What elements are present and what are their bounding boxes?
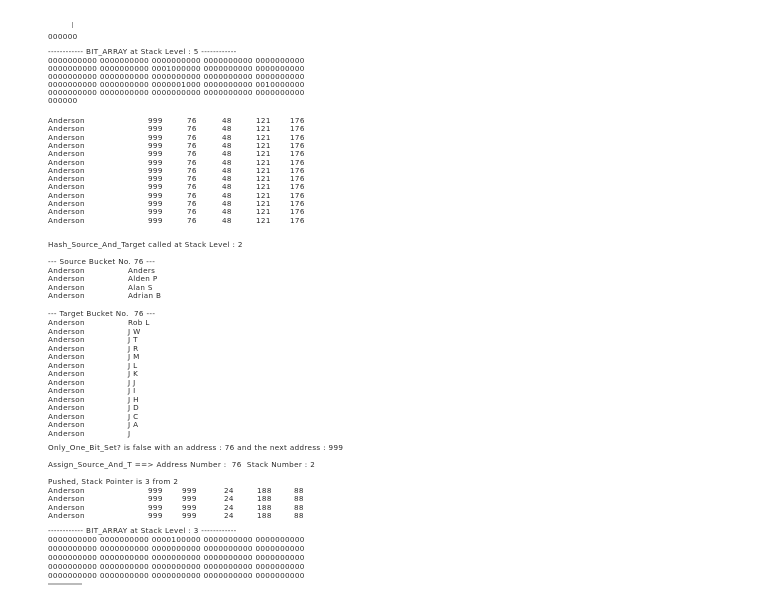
table-2-value-cell: 24 bbox=[224, 510, 234, 520]
table-1-name-cell: Anderson bbox=[48, 149, 85, 159]
table-1-value-cell: 121 bbox=[256, 174, 271, 184]
table-1-value-cell: 176 bbox=[290, 124, 305, 134]
table-2-value-cell: 188 bbox=[257, 502, 272, 512]
table-1-value-cell: 48 bbox=[222, 207, 232, 217]
table-1-name-cell: Anderson bbox=[48, 124, 85, 134]
table-1-name-cell: Anderson bbox=[48, 174, 85, 184]
table-1-value-cell: 48 bbox=[222, 215, 232, 225]
table-2-value-cell: 188 bbox=[257, 510, 272, 520]
target-bucket-entry: J M bbox=[128, 352, 140, 361]
table-1-value-cell: 48 bbox=[222, 140, 232, 150]
target-bucket-name: Anderson bbox=[48, 394, 85, 404]
table-1-name-cell: Anderson bbox=[48, 157, 85, 167]
table-1-value-cell: 48 bbox=[222, 157, 232, 167]
target-bucket-entry: Rob L bbox=[128, 318, 150, 327]
bit-array-3-header: ------------ BIT_ARRAY at Stack Level : 3 ------------ bbox=[48, 526, 237, 535]
table-1-value-cell: 76 bbox=[187, 140, 197, 150]
table-2-value-cell: 999 bbox=[148, 510, 163, 520]
target-bucket-entry: J A bbox=[128, 420, 139, 429]
table-1-value-cell: 76 bbox=[187, 149, 197, 159]
table-1-value-cell: 176 bbox=[290, 132, 305, 142]
table-1-value-cell: 176 bbox=[290, 207, 305, 217]
table-2-value-cell: 88 bbox=[294, 502, 304, 512]
table-1-value-cell: 121 bbox=[256, 182, 271, 192]
table-1-value-cell: 999 bbox=[148, 124, 163, 134]
target-bucket-header: --- Target Bucket No. 76 --- bbox=[48, 309, 156, 318]
target-bucket-entry: J H bbox=[128, 394, 139, 404]
table-1-value-cell: 176 bbox=[290, 174, 305, 184]
bit-array-3-row: 0000000000 0000000000 0000000000 0000000000 0000000000 bbox=[48, 553, 305, 562]
target-bucket-name: Anderson bbox=[48, 352, 85, 361]
table-2-name-cell: Anderson bbox=[48, 510, 85, 520]
table-1-name-cell: Anderson bbox=[48, 215, 85, 225]
table-1-name-cell: Anderson bbox=[48, 199, 85, 208]
table-1-value-cell: 48 bbox=[222, 116, 232, 125]
target-bucket-name: Anderson bbox=[48, 420, 85, 429]
table-2-value-cell: 24 bbox=[224, 486, 234, 495]
table-1-value-cell: 176 bbox=[290, 149, 305, 159]
table-1-value-cell: 999 bbox=[148, 182, 163, 192]
table-1-value-cell: 121 bbox=[256, 116, 271, 125]
table-1-value-cell: 121 bbox=[256, 157, 271, 167]
table-1-value-cell: 176 bbox=[290, 199, 305, 208]
table-2-value-cell: 999 bbox=[148, 502, 163, 512]
table-2-value-cell: 999 bbox=[148, 486, 163, 495]
table-2-name-cell: Anderson bbox=[48, 494, 85, 504]
table-2-name-cell: Anderson bbox=[48, 486, 85, 495]
target-bucket-name: Anderson bbox=[48, 335, 85, 344]
table-1-value-cell: 176 bbox=[290, 165, 305, 175]
table-2-value-cell: 88 bbox=[294, 486, 304, 495]
table-1-value-cell: 176 bbox=[290, 157, 305, 167]
target-bucket-entry: J W bbox=[128, 326, 141, 336]
pushed-message: Pushed, Stack Pointer is 3 from 2 bbox=[48, 477, 179, 486]
table-1-value-cell: 76 bbox=[187, 199, 197, 208]
target-bucket-name: Anderson bbox=[48, 411, 85, 421]
source-bucket-name: Anderson bbox=[48, 282, 85, 292]
target-bucket-name: Anderson bbox=[48, 343, 85, 353]
table-1-name-cell: Anderson bbox=[48, 207, 85, 217]
table-2-value-cell: 24 bbox=[224, 502, 234, 512]
bit-array-5-row: 0000000000 0000000000 0000000000 0000000000 0000000000 bbox=[48, 56, 305, 65]
table-2-value-cell: 999 bbox=[182, 486, 197, 495]
table-1-value-cell: 121 bbox=[256, 165, 271, 175]
table-2-value-cell: 88 bbox=[294, 510, 304, 520]
bit-array-5-row: 0000000000 0000000000 0000001000 0000000000 0010000000 bbox=[48, 80, 305, 89]
table-2-value-cell: 188 bbox=[257, 494, 272, 504]
table-1-value-cell: 121 bbox=[256, 215, 271, 225]
table-1-value-cell: 121 bbox=[256, 199, 271, 208]
table-1-value-cell: 999 bbox=[148, 174, 163, 184]
table-2-value-cell: 999 bbox=[182, 502, 197, 512]
table-2-name-cell: Anderson bbox=[48, 502, 85, 512]
table-1-value-cell: 999 bbox=[148, 149, 163, 159]
table-2-value-cell: 88 bbox=[294, 494, 304, 504]
table-1-value-cell: 176 bbox=[290, 116, 305, 125]
table-1-value-cell: 176 bbox=[290, 190, 305, 200]
scan-mark bbox=[72, 22, 73, 28]
target-bucket-name: Anderson bbox=[48, 318, 85, 327]
table-1-value-cell: 999 bbox=[148, 199, 163, 208]
table-1-name-cell: Anderson bbox=[48, 140, 85, 150]
table-2-value-cell: 999 bbox=[148, 494, 163, 504]
top-fragment: 000000 bbox=[48, 32, 78, 41]
table-1-value-cell: 121 bbox=[256, 149, 271, 159]
table-1-value-cell: 176 bbox=[290, 215, 305, 225]
table-1-name-cell: Anderson bbox=[48, 182, 85, 192]
bit-array-3-row: 0000000000 0000000000 0000000000 0000000000 0000000000 bbox=[48, 571, 305, 580]
target-bucket-entry: J T bbox=[128, 335, 138, 344]
table-1-value-cell: 76 bbox=[187, 215, 197, 225]
source-bucket-entry: Alan S bbox=[128, 282, 153, 292]
target-bucket-name: Anderson bbox=[48, 377, 85, 387]
table-1-value-cell: 76 bbox=[187, 157, 197, 167]
table-1-value-cell: 48 bbox=[222, 190, 232, 200]
table-1-value-cell: 176 bbox=[290, 182, 305, 192]
table-1-name-cell: Anderson bbox=[48, 165, 85, 175]
source-bucket-name: Anderson bbox=[48, 290, 85, 300]
table-1-value-cell: 999 bbox=[148, 165, 163, 175]
target-bucket-entry: J I bbox=[128, 386, 136, 395]
table-1-name-cell: Anderson bbox=[48, 132, 85, 142]
table-1-value-cell: 76 bbox=[187, 132, 197, 142]
table-1-value-cell: 176 bbox=[290, 140, 305, 150]
source-bucket-entry: Alden P bbox=[128, 274, 158, 284]
table-2-value-cell: 188 bbox=[257, 486, 272, 495]
table-1-value-cell: 76 bbox=[187, 207, 197, 217]
assign-message: Assign_Source_And_T ==> Address Number : 76 Stack Number : 2 bbox=[48, 460, 316, 469]
target-bucket-name: Anderson bbox=[48, 360, 85, 370]
source-bucket-name: Anderson bbox=[48, 266, 85, 275]
target-bucket-entry: J L bbox=[128, 360, 138, 370]
hash-message: Hash_Source_And_Target called at Stack Level : 2 bbox=[48, 240, 243, 249]
target-bucket-name: Anderson bbox=[48, 428, 85, 438]
source-bucket-entry: Adrian B bbox=[128, 290, 162, 300]
target-bucket-entry: J C bbox=[128, 411, 139, 421]
bit-array-5-header: ------------ BIT_ARRAY at Stack Level : 5 ------------ bbox=[48, 47, 237, 56]
table-1-value-cell: 999 bbox=[148, 132, 163, 142]
table-1-value-cell: 999 bbox=[148, 190, 163, 200]
table-1-value-cell: 48 bbox=[222, 165, 232, 175]
target-bucket-entry: J K bbox=[128, 369, 139, 378]
table-2-value-cell: 24 bbox=[224, 494, 234, 504]
table-1-value-cell: 48 bbox=[222, 124, 232, 134]
table-1-value-cell: 999 bbox=[148, 157, 163, 167]
table-1-value-cell: 999 bbox=[148, 140, 163, 150]
table-1-value-cell: 48 bbox=[222, 149, 232, 159]
bit-array-5-row: 0000000000 0000000000 0000000000 0000000000 0000000000 bbox=[48, 88, 305, 97]
target-bucket-entry: J J bbox=[128, 377, 136, 387]
table-1-value-cell: 121 bbox=[256, 140, 271, 150]
table-1-value-cell: 48 bbox=[222, 132, 232, 142]
bit-array-3-row: 0000000000 0000000000 0000000000 0000000000 0000000000 bbox=[48, 562, 305, 571]
target-bucket-name: Anderson bbox=[48, 369, 85, 378]
table-1-value-cell: 48 bbox=[222, 174, 232, 184]
table-2-value-cell: 999 bbox=[182, 510, 197, 520]
table-1-name-cell: Anderson bbox=[48, 190, 85, 200]
table-1-value-cell: 76 bbox=[187, 190, 197, 200]
source-bucket-name: Anderson bbox=[48, 274, 85, 284]
source-bucket-entry: Anders bbox=[128, 266, 156, 275]
bit-array-5-row: 000000 bbox=[48, 96, 78, 105]
table-1-name-cell: Anderson bbox=[48, 116, 85, 125]
bit-array-5-row: 0000000000 0000000000 0001000000 0000000000 0000000000 bbox=[48, 64, 305, 73]
table-1-value-cell: 76 bbox=[187, 174, 197, 184]
source-bucket-header: --- Source Bucket No. 76 --- bbox=[48, 257, 156, 266]
table-1-value-cell: 48 bbox=[222, 182, 232, 192]
table-1-value-cell: 76 bbox=[187, 116, 197, 125]
table-1-value-cell: 121 bbox=[256, 132, 271, 142]
target-bucket-entry: J D bbox=[128, 403, 139, 412]
table-1-value-cell: 999 bbox=[148, 116, 163, 125]
table-1-value-cell: 121 bbox=[256, 207, 271, 217]
table-1-value-cell: 999 bbox=[148, 215, 163, 225]
table-1-value-cell: 121 bbox=[256, 190, 271, 200]
bit-array-3-row: 0000000000 0000000000 0000100000 0000000000 0000000000 bbox=[48, 535, 305, 544]
target-bucket-name: Anderson bbox=[48, 403, 85, 412]
target-bucket-name: Anderson bbox=[48, 386, 85, 395]
target-bucket-name: Anderson bbox=[48, 326, 85, 336]
table-1-value-cell: 121 bbox=[256, 124, 271, 134]
bit-array-3-row: 0000000000 0000000000 0000000000 0000000000 0000000000 bbox=[48, 544, 305, 553]
cut-off-line bbox=[48, 583, 82, 585]
target-bucket-entry: J bbox=[128, 428, 131, 438]
table-1-value-cell: 76 bbox=[187, 182, 197, 192]
table-1-value-cell: 48 bbox=[222, 199, 232, 208]
table-1-value-cell: 76 bbox=[187, 165, 197, 175]
table-2-value-cell: 999 bbox=[182, 494, 197, 504]
table-1-value-cell: 999 bbox=[148, 207, 163, 217]
target-bucket-entry: J R bbox=[128, 343, 139, 353]
only-one-bit-message: Only_One_Bit_Set? is false with an address : 76 and the next address : 999 bbox=[48, 443, 344, 452]
table-1-value-cell: 76 bbox=[187, 124, 197, 134]
bit-array-5-row: 0000000000 0000000000 0000000000 0000000000 0000000000 bbox=[48, 72, 305, 81]
